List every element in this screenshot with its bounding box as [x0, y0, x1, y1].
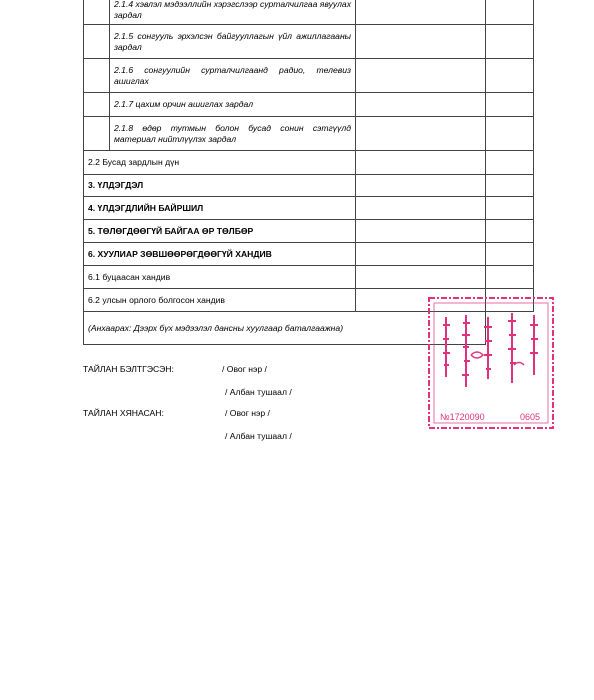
- table-cell-extra: [486, 175, 534, 197]
- table-cell-extra: [486, 151, 534, 175]
- table-cell-amount: [356, 151, 486, 175]
- table-cell-extra: [486, 59, 534, 93]
- other-expenses-label: 2.2 Бусад зардлын дүн: [84, 151, 356, 175]
- table-row: [84, 0, 534, 25]
- table-row: [84, 59, 534, 93]
- table-cell-indent: [84, 117, 110, 151]
- table-row: [84, 25, 534, 59]
- row-2-1-5-label: 2.1.5 сонгууль эрхэлсэн байгууллагын үйл ажиллагааны зардал: [110, 25, 356, 59]
- table-row: [84, 175, 534, 197]
- row-6-1-label: 6.1 буцаасан хандив: [84, 266, 356, 289]
- table-cell-amount: [356, 93, 486, 117]
- table-row: [84, 93, 534, 117]
- table-cell-extra: [486, 25, 534, 59]
- table-cell-amount: [356, 0, 486, 25]
- table-cell-extra: [486, 220, 534, 243]
- table-row: [84, 243, 534, 266]
- table-row: [84, 266, 534, 289]
- prepared-by-position-line: / Албан тушаал /: [225, 387, 292, 397]
- section-6-label: 6. ХУУЛИАР ЗӨВШӨӨРӨГДӨӨГҮЙ ХАНДИВ: [84, 243, 356, 266]
- table-cell-extra: [486, 0, 534, 25]
- table-cell-amount: [356, 197, 486, 220]
- table-cell-extra: [486, 93, 534, 117]
- verification-note: (Анхаарах: Дээрх бүх мэдээлэл дансны хуулгаар баталгаажна): [84, 312, 486, 345]
- table-cell-amount: [356, 59, 486, 93]
- table-cell-amount: [356, 175, 486, 197]
- table-cell-amount: [356, 117, 486, 151]
- official-stamp-icon: [426, 295, 558, 433]
- section-3-label: 3. ҮЛДЭГДЭЛ: [84, 175, 356, 197]
- expense-report-table: [83, 0, 534, 345]
- table-cell-extra: [486, 243, 534, 266]
- table-cell-amount: [356, 220, 486, 243]
- row-2-1-8-label: 2.1.8 өдөр тутмын болон бусад сонин сэтгүүлд материал нийтлүүлэх зардал: [110, 117, 356, 151]
- table-cell-extra: [486, 117, 534, 151]
- prepared-by-name-line: / Овог нэр /: [222, 364, 267, 374]
- table-cell-amount: [356, 243, 486, 266]
- row-2-1-4-label: 2.1.4 хэвлэл мэдээллийн хэрэгслээр сурталчилгаа явуулах зардал: [110, 0, 356, 25]
- stamp-number-suffix: 0605: [520, 412, 541, 422]
- stamp-number: №1720090: [440, 412, 485, 422]
- table-row: [84, 197, 534, 220]
- reviewed-by-label: ТАЙЛАН ХЯНАСАН:: [83, 408, 164, 418]
- row-2-1-7-label: 2.1.7 цахим орчин ашиглах зардал: [110, 93, 356, 117]
- prepared-by-label: ТАЙЛАН БЭЛТГЭСЭН:: [83, 364, 174, 374]
- section-5-label: 5. ТӨЛӨГДӨӨГҮЙ БАЙГАА ӨР ТӨЛБӨР: [84, 220, 356, 243]
- row-6-2-label: 6.2 улсын орлого болгосон хандив: [84, 289, 356, 312]
- table-cell-indent: [84, 93, 110, 117]
- table-cell-indent: [84, 59, 110, 93]
- table-cell-extra: [486, 197, 534, 220]
- row-2-1-6-label: 2.1.6 сонгуулийн сурталчилгаанд радио, телевиз ашиглах: [110, 59, 356, 93]
- table-cell-extra: [486, 266, 534, 289]
- section-4-label: 4. ҮЛДЭГДЛИЙН БАЙРШИЛ: [84, 197, 356, 220]
- reviewed-by-name-line: / Овог нэр /: [225, 408, 270, 418]
- table-cell-amount: [356, 266, 486, 289]
- table-cell-amount: [356, 25, 486, 59]
- table-cell-indent: [84, 25, 110, 59]
- table-cell-indent: [84, 0, 110, 25]
- table-row: [84, 151, 534, 175]
- table-row: [84, 117, 534, 151]
- reviewed-by-position-line: / Албан тушаал /: [225, 431, 292, 441]
- table-row: [84, 220, 534, 243]
